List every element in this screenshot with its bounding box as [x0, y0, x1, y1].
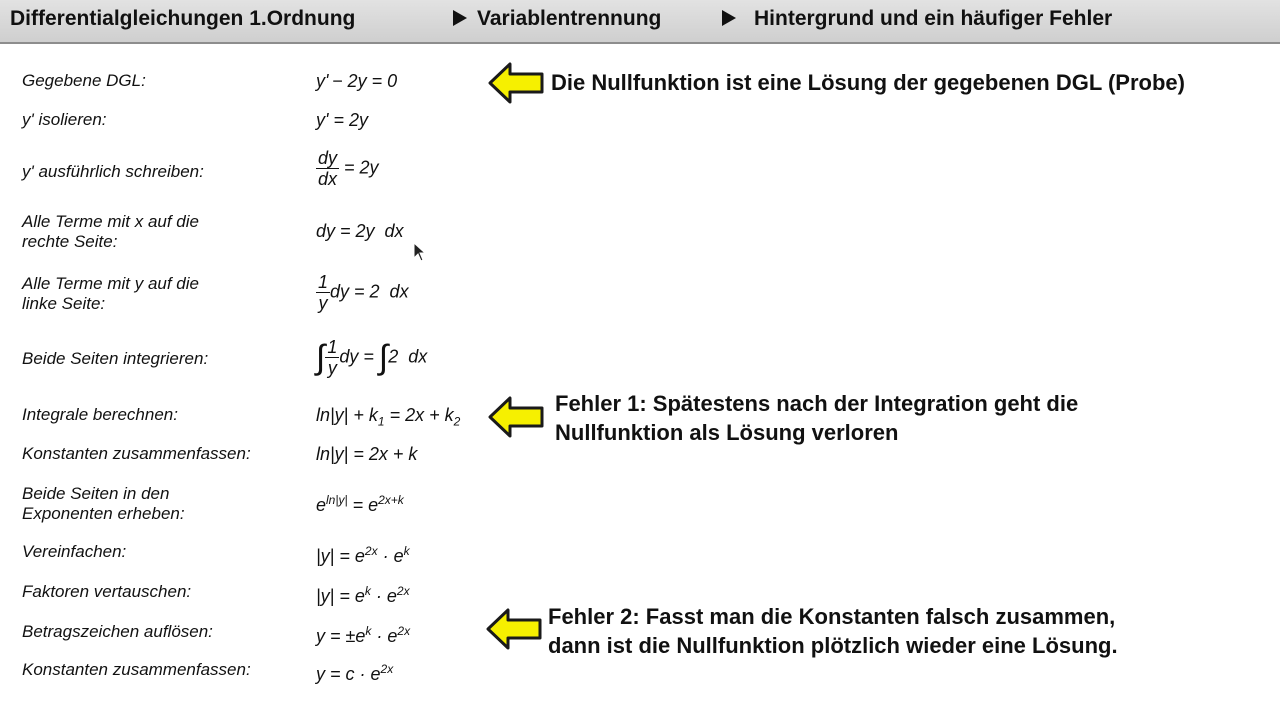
step-label-x-right: Alle Terme mit x auf die rechte Seite:	[22, 212, 199, 251]
arrow-left-icon	[486, 608, 542, 650]
equation-given: y' − 2y = 0	[316, 71, 398, 91]
note-fehler-2: Fehler 2: Fasst man die Konstanten falsch zusammen, dann ist die Nullfunktion plötzlich wieder eine Lösung.	[548, 604, 1118, 658]
breadcrumb-variablentrennung: Variablentrennung	[477, 7, 662, 30]
step-label-exponent: Beide Seiten in den Exponenten erheben:	[22, 484, 185, 523]
mouse-cursor-icon	[413, 242, 427, 262]
note-fehler-1: Fehler 1: Spätestens nach der Integration geht die Nullfunktion als Lösung verloren	[555, 391, 1079, 445]
header-title: Differentialgleichungen 1.Ordnung	[10, 7, 356, 30]
note-probe: Die Nullfunktion ist eine Lösung der gegebenen DGL (Probe)	[551, 70, 1185, 95]
equation-final: $y = c \cdot e^{2x}$	[316, 662, 394, 684]
equation-exponent: $e^{ln|y|} = e^{2x+k}$	[316, 493, 404, 515]
equation-combined: ln|y| = 2x + k	[316, 444, 418, 464]
step-label-given: Gegebene DGL:	[22, 71, 146, 90]
equation-y-left: $\frac{1}{y}$ dy = 2 dx	[318, 272, 409, 313]
breadcrumb-arrow-icon	[453, 10, 467, 26]
step-label-abs: Betragszeichen auflösen:	[22, 622, 213, 641]
step-label-y-left: Alle Terme mit y auf die linke Seite:	[22, 274, 199, 313]
step-label-isolate: y' isolieren:	[22, 110, 107, 129]
step-label-swap: Faktoren vertauschen:	[22, 582, 192, 601]
step-label-integrate: Beide Seiten integrieren:	[22, 349, 209, 368]
breadcrumb-arrow-icon	[722, 10, 736, 26]
step-label-compute: Integrale berechnen:	[22, 405, 178, 424]
step-label-write-out: y' ausführlich schreiben:	[22, 162, 204, 181]
arrow-left-icon	[488, 396, 544, 438]
header-bar	[0, 0, 1280, 44]
breadcrumb-hintergrund: Hintergrund und ein häufiger Fehler	[754, 7, 1113, 30]
step-label-simplify: Vereinfachen:	[22, 542, 127, 561]
equation-x-right: dy = 2y dx	[316, 221, 404, 241]
equation-simplified: $|y| = e^{2x} \cdot e^k$	[316, 544, 410, 566]
arrow-left-icon	[488, 62, 544, 104]
equation-abs-resolved: $y = \pm e^k \cdot e^{2x}$	[316, 624, 411, 646]
equation-isolated: y' = 2y	[316, 110, 368, 130]
equation-swapped: $|y| = e^k \cdot e^{2x}$	[316, 584, 410, 606]
equation-written-out: $\frac{dy}{dx}$ = 2y	[318, 148, 379, 189]
step-label-combine: Konstanten zusammenfassen:	[22, 444, 251, 463]
equation-integrals: $\ln|y| + k_1 = 2x + k_2$	[316, 405, 461, 429]
step-label-final: Konstanten zusammenfassen:	[22, 660, 251, 679]
equation-integrate: ∫ $\frac{1}{y}$ dy = ∫2 dx	[316, 337, 428, 378]
